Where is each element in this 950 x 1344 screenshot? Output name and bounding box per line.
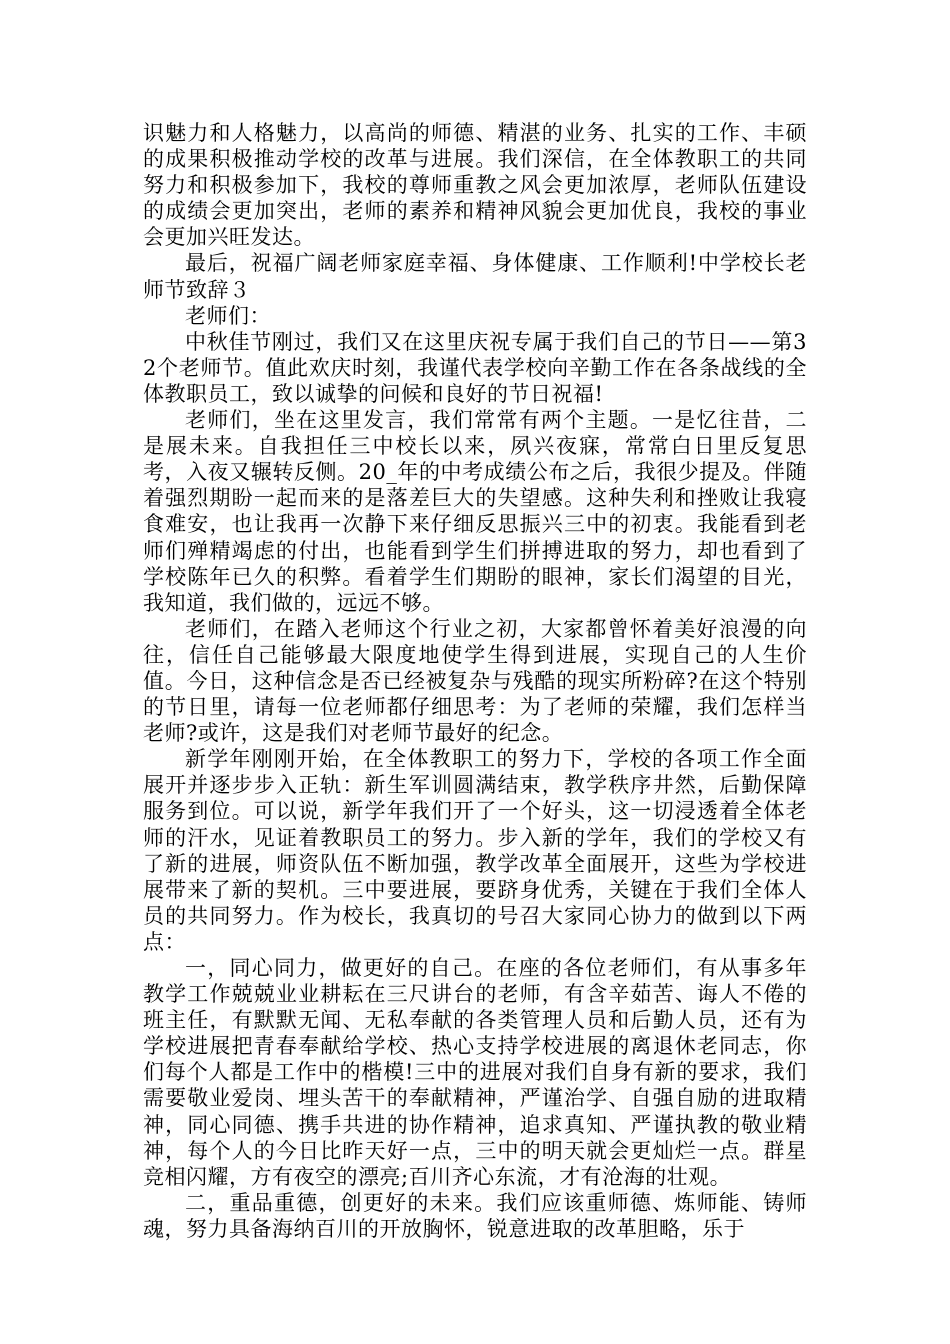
paragraph-continuation: 识魅力和人格魅力，以高尚的师德、精湛的业务、扎实的工作、丰硕的成果积极推动学校的改革与进展。我们深信，在全体教职工的共同努力和积极参加下，我校的尊师重教之风会更加浓厚，老师队伍建设的成绩会更加突出，老师的素养和精神风貌会更加优良，我校的事业会更加兴旺发达。 — [143, 121, 807, 250]
paragraph-point-one: 一，同心同力，做更好的自己。在座的各位老师们，有从事多年教学工作兢兢业业耕耘在三尺讲台的老师，有含辛茹苦、诲人不倦的班主任，有默默无闻、无私奉献的各类管理人员和后勤人员，还有为学校进展把青春奉献给学校、热心支持学校进展的离退休老同志，你们每个人都是工作中的楷模!三中的进展对我们自身有新的要求，我们需要敬业爱岗、埋头苦干的奉献精神，严谨治学、自强自励的进取精神，同心同德、携手共进的协作精神，追求真知、严谨执教的敬业精神，每个人的今日比昨天好一点，三中的明天就会更灿烂一点。群星竞相闪耀，方有夜空的漂亮;百川齐心东流，才有沧海的壮观。 — [143, 956, 807, 1189]
paragraph-closing-wishes: 最后，祝福广阔老师家庭幸福、身体健康、工作顺利!中学校长老师节致辞３ — [143, 251, 807, 302]
document-page — [143, 120, 807, 1242]
paragraph-point-two: 二，重品重德，创更好的未来。我们应该重师德、炼师能、铸师魂，努力具备海纳百川的开放胸怀，锐意进取的改革胆略，乐于 — [143, 1190, 807, 1241]
paragraph-reflection: 老师们，坐在这里发言，我们常常有两个主题。一是忆往昔，二是展未来。自我担任三中校长以来，夙兴夜寐，常常白日里反复思考，入夜又辗转反侧。20_年的中考成绩公布之后，我很少提及。伴随着强烈期盼一起而来的是落差巨大的失望感。这种失利和挫败让我寝食难安，也让我再一次静下来仔细反思振兴三中的初衷。我能看到老师们殚精竭虑的付出，也能看到学生们拼搏进取的努力，却也看到了学校陈年已久的积弊。看着学生们期盼的眼神，家长们渴望的目光，我知道，我们做的，远远不够。 — [143, 408, 807, 615]
paragraph-salutation: 老师们： — [185, 303, 271, 328]
paragraph-new-term: 新学年刚刚开始，在全体教职工的努力下，学校的各项工作全面展开并逐步步入正轨：新生军训圆满结束，教学秩序井然，后勤保障服务到位。可以说，新学年我们开了一个好头，这一切浸透着全体老师的汗水，见证着教职员工的努力。步入新的学年，我们的学校又有了新的进展，师资队伍不断加强，教学改革全面展开，这些为学校进展带来了新的契机。三中要进展，要跻身优秀，关键在于我们全体人员的共同努力。作为校长，我真切的号召大家同心协力的做到以下两点： — [143, 747, 807, 954]
paragraph-belief: 老师们，在踏入老师这个行业之初，大家都曾怀着美好浪漫的向往，信任自己能够最大限度地使学生得到进展，实现自己的人生价值。今日，这种信念是否已经被复杂与残酷的现实所粉碎?在这个特别的节日里，请每一位老师都仔细思考：为了老师的荣耀，我们怎样当老师?或许，这是我们对老师节最好的纪念。 — [143, 616, 807, 746]
paragraph-greeting: 中秋佳节刚过，我们又在这里庆祝专属于我们自己的节日——第32个老师节。值此欢庆时刻，我谨代表学校向辛勤工作在各条战线的全体教职员工，致以诚挚的问候和良好的节日祝福! — [143, 329, 807, 406]
